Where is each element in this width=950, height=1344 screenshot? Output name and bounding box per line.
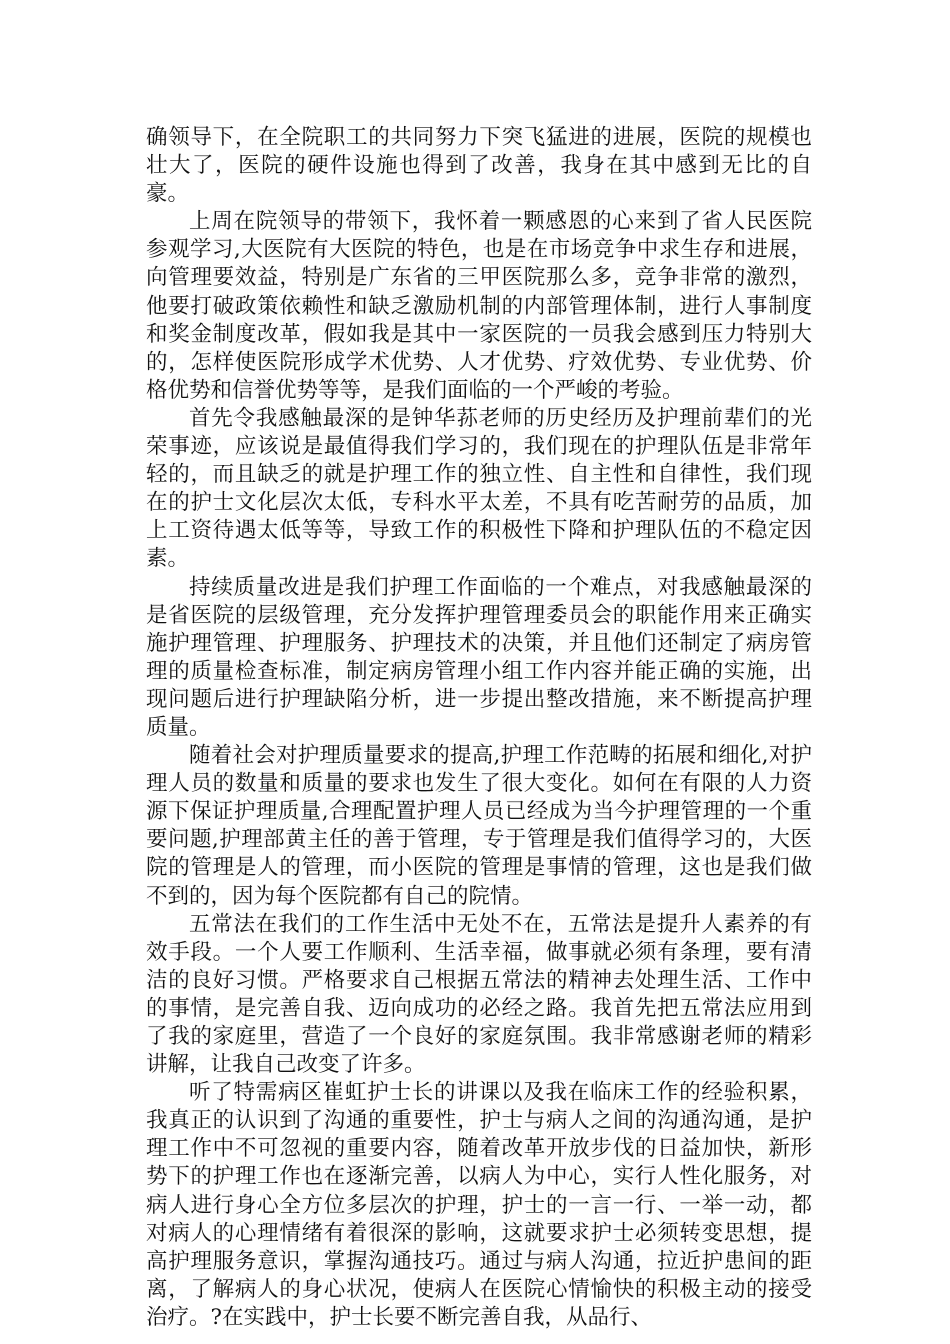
document-body [146, 124, 812, 1332]
paragraph-quality-improvement: 持续质量改进是我们护理工作面临的一个难点，对我感触最深的是省医院的层级管理，充分发挥护理管理委员会的职能作用来正确实施护理管理、护理服务、护理技术的决策，并且他们还制定了病房管理的质量检查标准，制定病房管理小组工作内容并能正确的实施，出现问题后进行护理缺陷分析，进一步提出整改措施，来不断提高护理质量。 [146, 574, 812, 740]
paragraph-staffing: 随着社会对护理质量要求的提高,护理工作范畴的拓展和细化,对护理人员的数量和质量的要求也发生了很大变化。如何在有限的人力资源下保证护理质量,合理配置护理人员已经成为当今护理管理的一个重要问题,护理部黄主任的善于管理，专于管理是我们值得学习的，大医院的管理是人的管理，而小医院的管理是事情的管理，这也是我们做不到的，因为每个医院都有自己的院情。 [146, 743, 812, 909]
paragraph-hospital-visit: 上周在院领导的带领下，我怀着一颗感恩的心来到了省人民医院参观学习,大医院有大医院的特色，也是在市场竞争中求生存和进展，向管理要效益，特别是广东省的三甲医院那么多，竞争非常的激烈，他要打破政策依赖性和缺乏激励机制的内部管理体制，进行人事制度和奖金制度改革，假如我是其中一家医院的一员我会感到压力特别大的，怎样使医院形成学术优势、人才优势、疗效优势、专业优势、价格优势和信誉优势等等，是我们面临的一个严峻的考验。 [146, 209, 812, 403]
paragraph-nursing-history: 首先令我感触最深的是钟华荪老师的历史经历及护理前辈们的光荣事迹，应该说是最值得我们学习的，我们现在的护理队伍是非常年轻的，而且缺乏的就是护理工作的独立性、自主性和自律性，我们现在的护士文化层次太低，专科水平太差，不具有吃苦耐劳的品质，加上工资待遇太低等等，导致工作的积极性下降和护理队伍的不稳定因素。 [146, 405, 812, 572]
paragraph-continued: 确领导下，在全院职工的共同努力下突飞猛进的进展，医院的规模也壮大了，医院的硬件设施也得到了改善，我身在其中感到无比的自豪。 [146, 125, 812, 207]
paragraph-communication: 听了特需病区崔虹护士长的讲课以及我在临床工作的经验积累，我真正的认识到了沟通的重要性，护士与病人之间的沟通沟通，是护理工作中不可忽视的重要内容，随着改革开放步伐的日益加快，新形势下的护理工作也在逐渐完善，以病人为中心，实行人性化服务，对病人进行身心全方位多层次的护理，护士的一言一行、一举一动，都对病人的心理情绪有着很深的影响，这就要求护士必须转变思想，提高护理服务意识，掌握沟通技巧。通过与病人沟通，拉近护患间的距离，了解病人的身心状况，使病人在医院心情愉快的积极主动的接受治疗。?在实践中，护士长要不断完善自我，从品行、 [146, 1080, 812, 1330]
paragraph-five-s-method: 五常法在我们的工作生活中无处不在，五常法是提升人素养的有效手段。一个人要工作顺利、生活幸福，做事就必须有条理，要有清洁的良好习惯。严格要求自己根据五常法的精神去处理生活、工作中的事情，是完善自我、迈向成功的必经之路。我首先把五常法应用到了我的家庭里，营造了一个良好的家庭氛围。我非常感谢老师的精彩讲解，让我自己改变了许多。 [146, 911, 812, 1078]
